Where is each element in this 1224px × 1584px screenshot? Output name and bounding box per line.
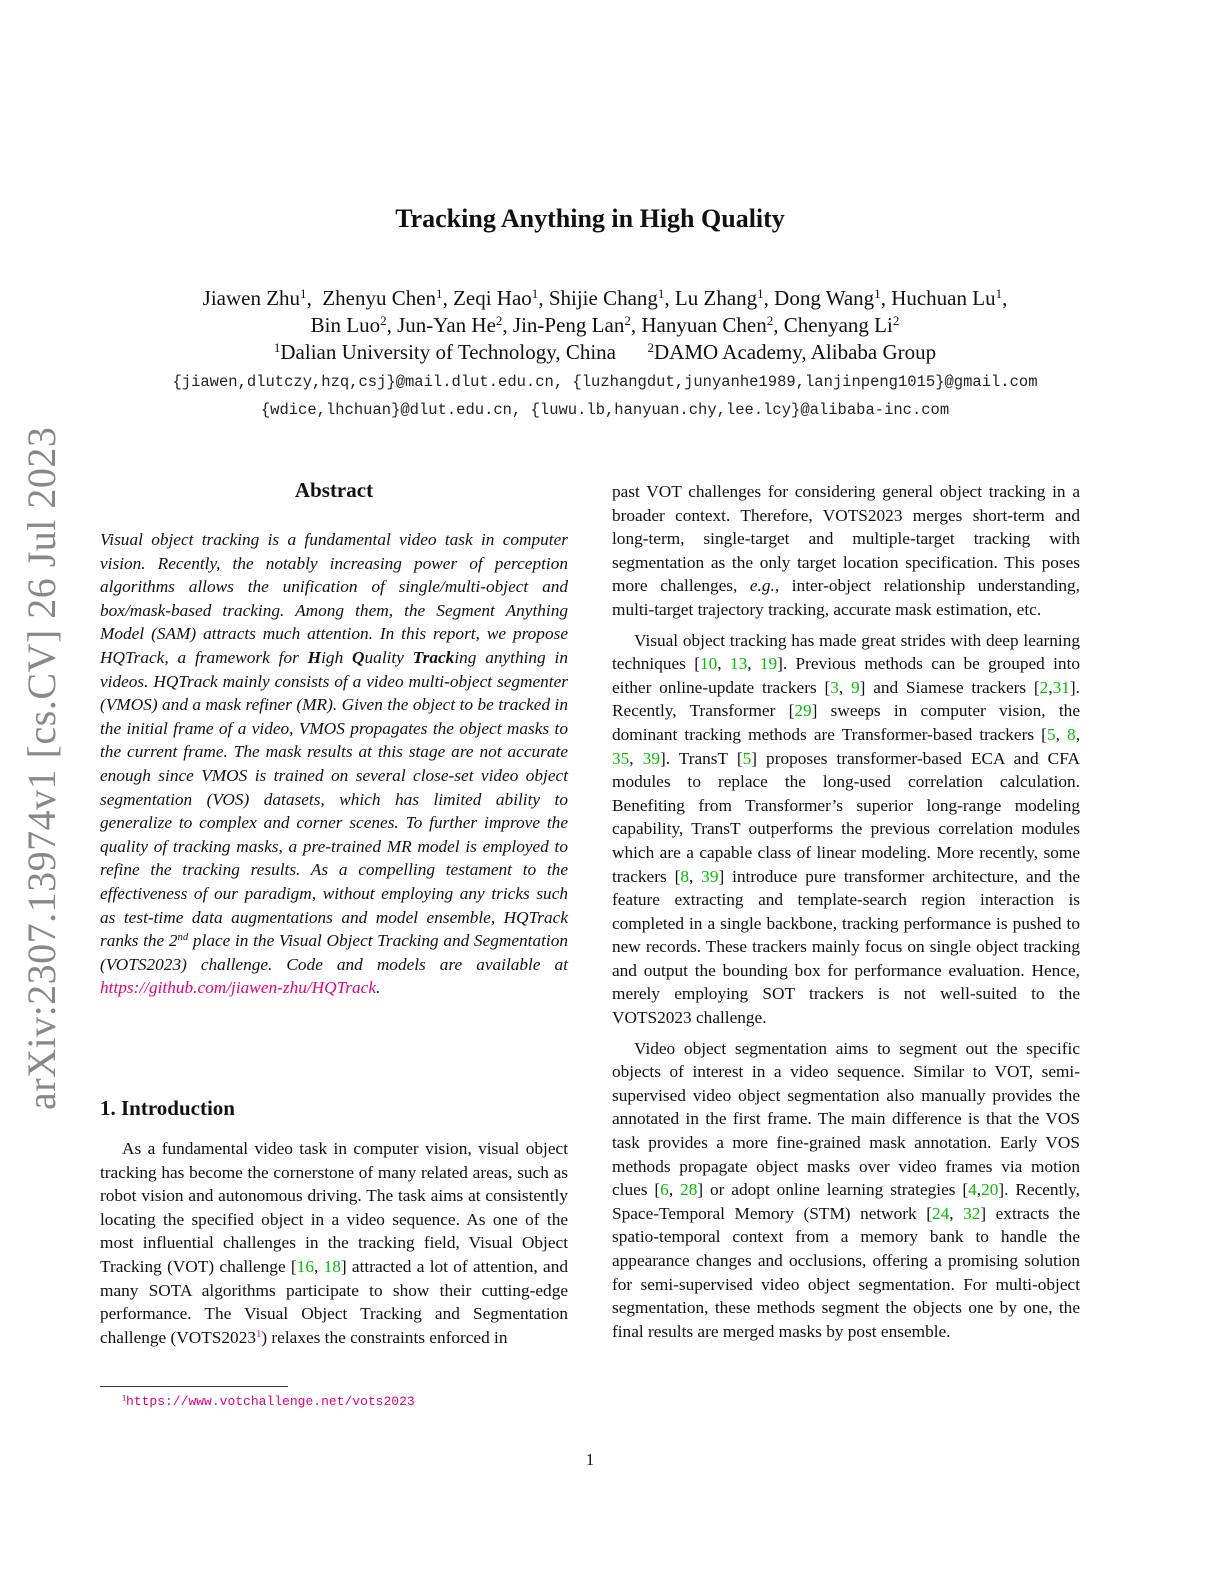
abstract-segment: . — [376, 978, 381, 998]
text-segment: ]. Recently, Transformer [ — [612, 677, 1080, 721]
author-name: Jiawen Zhu — [202, 286, 301, 310]
abstract-segment: place in the Visual Object Tracking and Segmentation (VOTS2023) challenge. Code and models are available at — [100, 931, 569, 974]
text-emphasis: e.g. — [749, 576, 775, 596]
citation-link[interactable]: 16 — [296, 1256, 314, 1276]
author-name: Shijie Chang — [548, 286, 658, 310]
citation-link[interactable]: 5 — [742, 748, 752, 768]
abstract-text — [100, 528, 568, 1000]
abstract-segment: Visual object tracking is a fundamental video task in computer vision. Recently, the notably increasing power of perception algorithms allows the unification of single/multi-object and box/mask-based tracking. Among them, the Segment Anything Model (SAM) attracts much attention. In this report, we propose HQTrack, a framework for — [100, 530, 568, 667]
author-name: Chenyang Li — [783, 313, 893, 337]
citation-link[interactable]: 3 — [830, 677, 839, 697]
text-segment: ] introduce pure transformer architecture, and the feature extracting and template-search region interaction is completed in a single backbone, tracking performance is pushed to new records. These trackers mainly focus on single object tracking and output the bounding box for performance evaluation. Hence, merely employing SOT trackers is not well-suited to the VOTS2023 challenge. — [612, 866, 1080, 1028]
authors-line-1: Jiawen Zhu$^1$, Zhenyu Chen$^1$, Zeqi Hao$^1$, Shijie Chang$^1$, Lu Zhang$^1$, Dong Wang$^1$, Huchuan Lu$^1$, — [202, 285, 1008, 310]
text-segment: ) relaxes the constraints enforced in — [261, 1327, 508, 1347]
citation-link[interactable]: 5 — [1046, 724, 1056, 744]
text-segment: ]. Recently, Space-Temporal Memory (STM) network [ — [612, 1180, 1081, 1223]
author-emails-line-2: {wdice,lhchuan}@dlut.edu.cn, {luwu.lb,hanyuan.chy,lee.lcy}@alibaba-inc.com — [260, 401, 950, 419]
footnote-number: 1 — [122, 1393, 127, 1403]
code-repository-link[interactable]: https://github.com/jiawen-zhu/HQTrack — [100, 978, 377, 998]
author-affiliation-mark: 2 — [624, 312, 631, 328]
citation-link[interactable]: 9 — [851, 677, 860, 697]
citation-link[interactable]: 8 — [680, 866, 689, 886]
authors-line-2: Bin Luo$^2$, Jun-Yan He$^2$, Jin-Peng Lan$^2$, Hanyuan Chen$^2$, Chenyang Li$^2$ — [310, 312, 900, 337]
introduction-paragraph — [100, 1137, 568, 1349]
author-name: Zhenyu Chen — [322, 286, 437, 310]
author-affiliation-mark: 1 — [657, 285, 665, 301]
author-name: Hanyuan Chen — [641, 313, 767, 337]
emphasis-letter: Q — [352, 647, 365, 667]
citation-link[interactable]: 18 — [323, 1256, 341, 1276]
text-segment: ] attracted a lot of attention, and many SOTA algorithms participate to show their cutting-edge performance. The Visual Object Tracking and Segmentation challenge (VOTS2023 — [100, 1256, 568, 1347]
author-affiliation-mark: 1 — [995, 285, 1003, 301]
ordinal-suffix: nd — [177, 931, 189, 944]
author-affiliation-mark: 1 — [757, 285, 764, 301]
abstract-segment: ing anything in videos. HQTrack mainly consists of a video multi-object segmenter (VMOS) and a mask refiner (MR). Given the object to be tracked in the initial frame of a video, VMOS propagates the object masks to the current frame. The mask results at this stage are not accurate enough since VMOS is trained on several close-set video object segmentation (VOS) datasets, which has limited ability to generalize to complex and corner scenes. To further improve the quality of tracking masks, a pre-trained MR model is employed to refine the tracking results. As a compelling testament to the effectiveness of our paradigm, without employing any tricks such as test-time data augmentations and model ensemble, HQTrack ranks the 2 — [100, 647, 568, 951]
author-affiliation-mark: 2 — [380, 312, 387, 328]
citation-link[interactable]: 2 — [1039, 677, 1049, 697]
text-segment: , inter-object relationship understanding, multi-target trajectory tracking, accurate mask estimation, etc. — [612, 576, 1080, 619]
emphasis-word: Track — [412, 647, 455, 667]
text-segment: ]. Previous methods can be grouped into either online-update trackers [ — [612, 654, 1081, 697]
text-segment: ] or adopt online learning strategies [ — [697, 1180, 969, 1200]
citation-link[interactable]: 31 — [1052, 677, 1070, 697]
page-number: 1 — [585, 1450, 595, 1469]
text-segment: ] proposes transformer-based ECA and CFA modules to replace the long-used correlation calculation. Benefiting from Transformer’s superior long-range modeling capability, TransT outperforms the previous correlation modules which are a capable class of linear modeling. More recently, some trackers [ — [612, 748, 1080, 886]
author-name: Dong Wang — [774, 286, 875, 310]
paragraph-vots-context — [612, 480, 1080, 622]
footnote-url-link[interactable]: https://www.votchallenge.net/vots2023 — [126, 1394, 415, 1409]
citation-link[interactable]: 13 — [729, 654, 748, 674]
author-affiliation-mark: 1 — [874, 285, 881, 301]
citation-link[interactable]: 29 — [794, 701, 812, 721]
text-segment: ] and Siamese trackers [ — [859, 677, 1040, 697]
citation-link[interactable]: 39 — [642, 748, 660, 768]
citation-link[interactable]: 19 — [759, 654, 778, 674]
text-segment: ] sweeps in computer vision, the dominant tracking methods are Transformer-based trackers [ — [612, 701, 1080, 744]
footnote-divider — [100, 1386, 288, 1387]
text-segment: , — [313, 1256, 324, 1276]
arxiv-identifier-stamp: arXiv:2307.13974v1 [cs.CV] 26 Jul 2023 — [19, 426, 64, 1110]
citation-link[interactable]: 35 — [612, 748, 630, 768]
author-affiliation-mark: 1 — [300, 285, 307, 301]
emphasis-letter: H — [307, 647, 322, 667]
author-name: Jin-Peng Lan — [512, 313, 625, 337]
affiliation-number: 2 — [647, 339, 655, 355]
affiliations-line — [0, 340, 1210, 365]
author-name: Bin Luo — [310, 313, 381, 337]
author-name: Huchuan Lu — [891, 286, 996, 310]
footnote — [122, 1393, 415, 1409]
author-name: Jun-Yan He — [397, 313, 496, 337]
right-column — [612, 480, 1080, 1343]
citation-link[interactable]: 4 — [968, 1180, 977, 1200]
author-affiliation-mark: 1 — [436, 285, 443, 301]
citation-link[interactable]: 20 — [981, 1180, 999, 1200]
citation-link[interactable]: 6 — [660, 1180, 669, 1200]
affiliation-name: DAMO Academy, Alibaba Group — [654, 340, 937, 364]
author-affiliation-mark: 1 — [531, 285, 539, 301]
author-name: Lu Zhang — [674, 286, 758, 310]
abstract-segment: uality — [364, 647, 413, 667]
text-segment: past VOT challenges for considering general object tracking in a broader context. Therefore, VOTS2023 merges short-term and long-term, single-target and multiple-target tracking with segmentation as the only target location specification. This poses more challenges, — [612, 482, 1080, 596]
author-name: Zeqi Hao — [453, 286, 532, 310]
text-segment: ] extracts the spatio-temporal context from a memory bank to handle the appearance changes and occlusions, offering a promising solution for semi-supervised video object segmentation. For multi-object segmentation, these methods segment the objects one by one, the final results are merged masks by post ensemble. — [612, 1203, 1080, 1341]
author-emails-line-1: {jiawen,dlutczy,hzq,csj}@mail.dlut.edu.cn, {luzhangdut,junyanhe1989,lanjinpeng1015}@gmail.com — [172, 373, 1038, 391]
citation-link[interactable]: 32 — [963, 1203, 981, 1223]
author-affiliation-mark: 2 — [495, 312, 503, 328]
citation-link[interactable]: 10 — [699, 654, 718, 674]
text-segment: Video object segmentation aims to segment out the specific objects of interest in a video sequence. Similar to VOT, semi-supervised video object segmentation also manually provides the annotated in the first frame. The main difference is that the VOS task provides a more fine-grained mask annotation. Early VOS methods propagate object masks over video frames via motion clues [ — [612, 1038, 1080, 1200]
paragraph-video-object-segmentation: Video object segmentation aims to segment out the specific objects of interest in a video sequence. Similar to VOT, semi-supervised video object segmentation also manually provides the annotated in the first frame. The main difference is that the VOS task provides a more fine-grained mask annotation. Early VOS methods propagate object masks over video frames via motion clues [6, 28] or adopt online learning strategies [4,20]. Recently, Space-Temporal Memory (STM) network [24, 32] extracts the spatio-temporal context from a memory bank to handle the appearance changes and occlusions, offering a promising solution for semi-supervised video object segmentation. For multi-object segmentation, these methods segment the objects one by one, the final results are merged masks by post ensemble. — [612, 1038, 1081, 1341]
introduction-heading: 1. Introduction — [100, 1096, 235, 1120]
author-affiliation-mark: 2 — [766, 312, 774, 328]
abstract-segment: igh — [321, 647, 353, 667]
author-affiliation-mark: 2 — [892, 312, 900, 328]
citation-link[interactable]: 8 — [1067, 724, 1076, 744]
citation-link[interactable]: 28 — [680, 1180, 698, 1200]
affiliation-number: 1 — [273, 339, 281, 355]
citation-link[interactable]: 24 — [931, 1203, 950, 1223]
abstract-heading: Abstract — [294, 478, 374, 502]
text-segment: ]. TransT [ — [659, 748, 743, 768]
text-segment: As a fundamental video task in computer vision, visual object tracking has become the cornerstone of many related areas, such as robot vision and autonomous driving. The task aims at consistently locating the specified object in a video sequence. As one of the most influential challenges in the tracking field, Visual Object Tracking (VOT) challenge [ — [100, 1139, 568, 1276]
text-segment: Visual object tracking has made great strides with deep learning techniques [ — [612, 630, 1080, 674]
paragraph-tracking-methods: Visual object tracking has made great strides with deep learning techniques [10, 13, 19]. Previous methods can be grouped into either online-update trackers [3, 9] and Siamese trackers [2,31]. Recently, Transformer [29] sweeps in computer vision, the dominant tracking methods are Transformer-based trackers [5, 8, 35, 39]. TransT [5] proposes transformer-based ECA and CFA modules to replace the long-used correlation calculation. Benefiting from Transformer’s superior long-range modeling capability, TransT outperforms the previous correlation modules which are a capable class of linear modeling. More recently, some trackers [8, 39] introduce pure transformer architecture, and the feature extracting and template-search region interaction is completed in a single backbone, tracking performance is pushed to new records. These trackers mainly focus on single object tracking and output the bounding box for performance evaluation. Hence, merely employing SOT trackers is not well-suited to the VOTS2023 challenge. — [612, 630, 1081, 1028]
affiliation-name: Dalian University of Technology, China — [280, 340, 617, 364]
citation-link[interactable]: 39 — [701, 866, 719, 886]
paper-title: Tracking Anything in High Quality — [395, 204, 785, 233]
footnote-marker[interactable]: 1 — [255, 1327, 262, 1340]
